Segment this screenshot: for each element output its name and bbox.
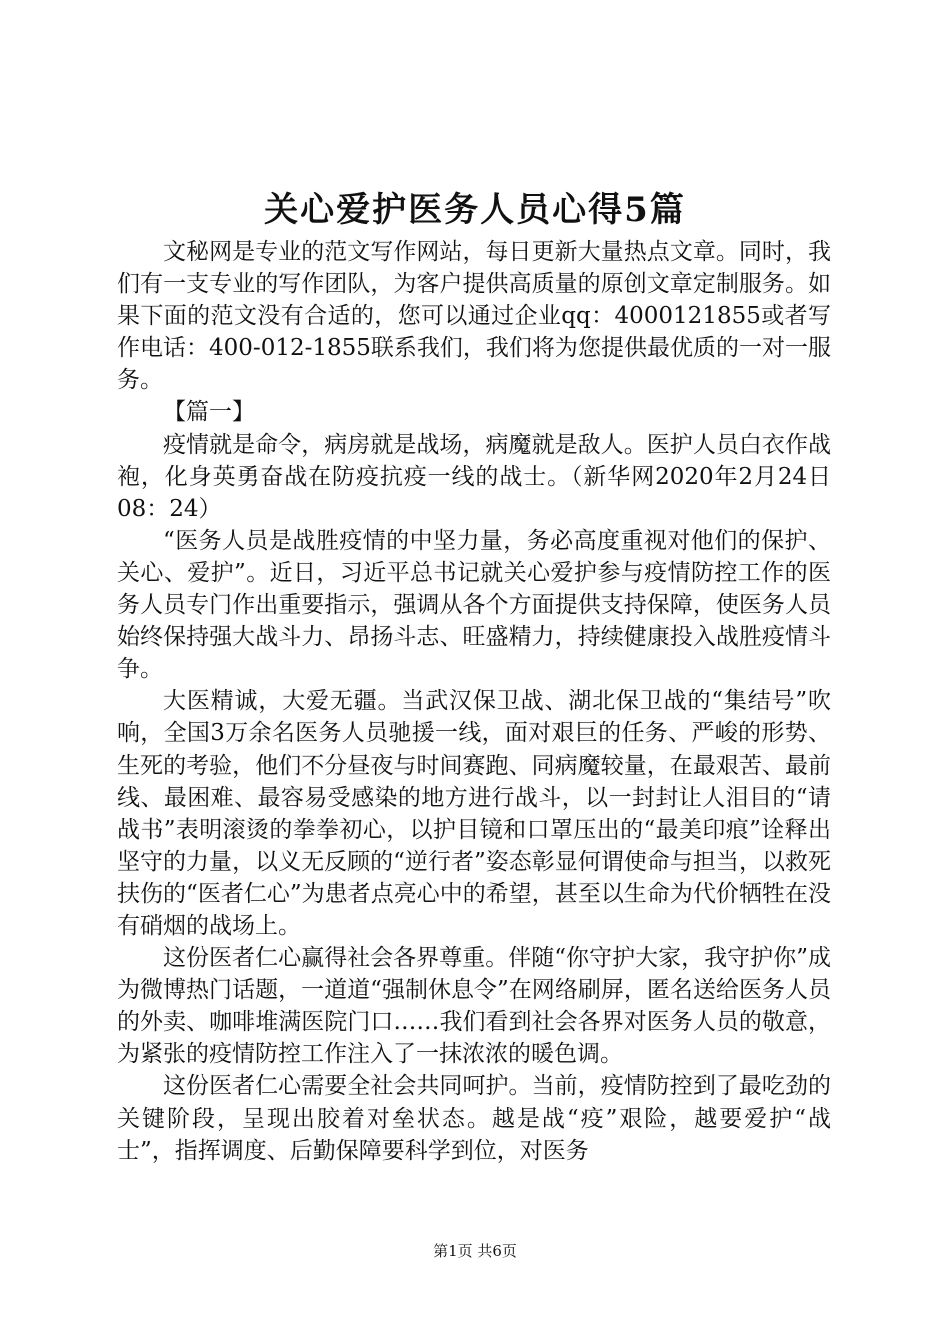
- page-number-footer: 第1页 共6页: [433, 1242, 517, 1260]
- body-paragraph: 大医精诚，大爱无疆。当武汉保卫战、湖北保卫战的“集结号”吹响，全国3万余名医务人员驰援一线，面对艰巨的任务、严峻的形势、生死的考验，他们不分昼夜与时间赛跑、同病魔较量，在最艰苦、最前线、最困难、最容易受感染的地方进行战斗，以一封封让人泪目的“请战书”表明滚烫的拳拳初心，以护目镜和口罩压出的“最美印痕”诠释出坚守的力量，以义无反顾的“逆行者”姿态彰显何谓使命与担当，以救死扶伤的“医者仁心”为患者点亮心中的希望，甚至以生命为代价牺牲在没有硝烟的战场上。: [117, 688, 831, 939]
- document-title: 关心爱护医务人员心得5篇: [264, 190, 686, 230]
- body-paragraph: 这份医者仁心需要全社会共同呵护。当前，疫情防控到了最吃劲的关键阶段，呈现出胶着对垒状态。越是战“疫”艰险，越要爱护“战士”，指挥调度、后勤保障要科学到位，对医务: [117, 1073, 831, 1164]
- body-paragraph: 这份医者仁心赢得社会各界尊重。伴随“你守护大家，我守护你”成为微博热门话题，一道道“强制休息令”在网络刷屏，匿名送给医务人员的外卖、咖啡堆满医院门口……我们看到社会各界对医务人员的敬意，为紧张的疫情防控工作注入了一抹浓浓的暖色调。: [117, 945, 831, 1068]
- section-heading: 【篇一】: [163, 399, 255, 426]
- body-paragraph: “医务人员是战胜疫情的中坚力量，务必高度重视对他们的保护、关心、爱护”。近日，习近平总书记就关心爱护参与疫情防控工作的医务人员专门作出重要指示，强调从各个方面提供支持保障，使医务人员始终保持强大战斗力、昂扬斗志、旺盛精力，持续健康投入战胜疫情斗争。: [117, 527, 831, 683]
- body-paragraph: 疫情就是命令，病房就是战场，病魔就是敌人。医护人员白衣作战袍，化身英勇奋战在防疫抗疫一线的战士。（新华网2020年2月24日08：24）: [117, 431, 831, 522]
- document-body: [117, 236, 831, 1167]
- intro-paragraph: 文秘网是专业的范文写作网站，每日更新大量热点文章。同时，我们有一支专业的写作团队，为客户提供高质量的原创文章定制服务。如果下面的范文没有合适的，您可以通过企业qq：4000121855或者写作电话：400-012-1855联系我们，我们将为您提供最优质的一对一服务。: [117, 239, 831, 394]
